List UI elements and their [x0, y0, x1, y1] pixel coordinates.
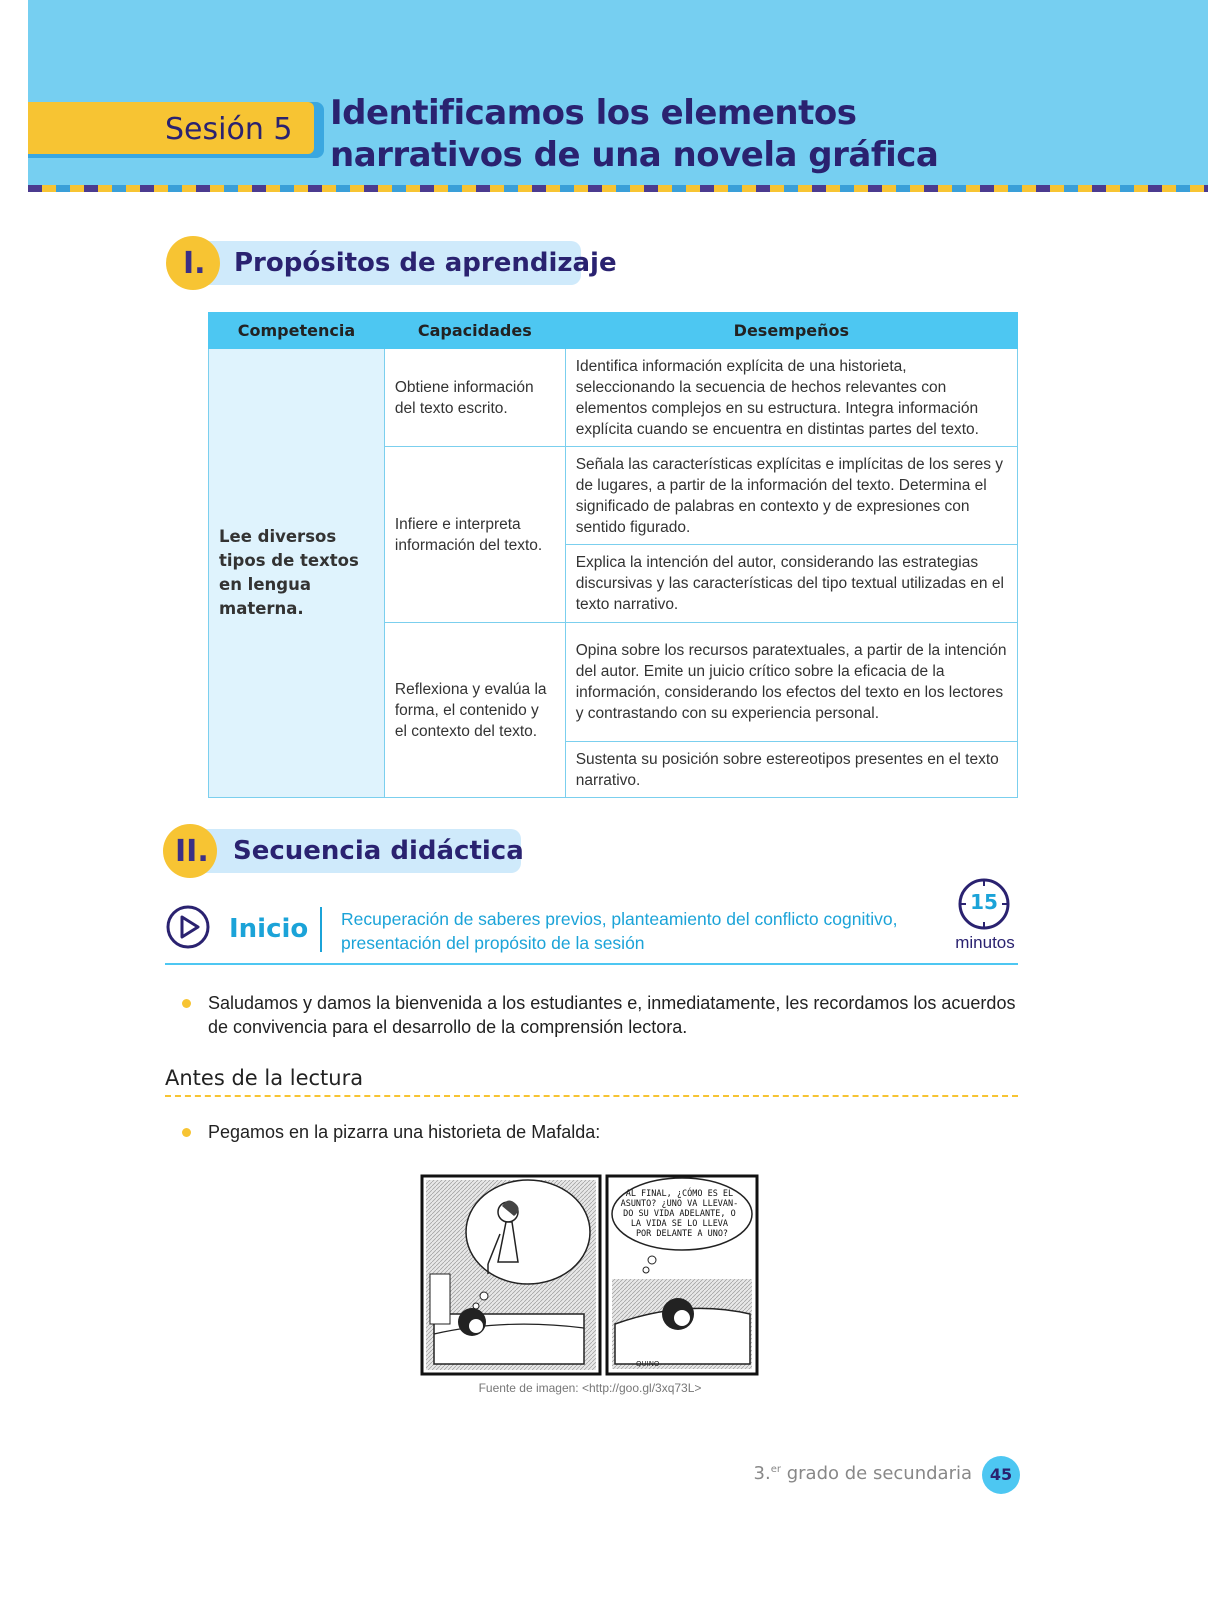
section1-number: I. [183, 246, 206, 281]
paragraph-pizarra: Pegamos en la pizarra una historieta de Mafalda: [208, 1122, 601, 1142]
comic-speech-line: POR DELANTE A UNO? [635, 1229, 729, 1239]
comic-speech-line: ASUNTO? ¿UNO VA LLEVAN- [620, 1199, 739, 1209]
capacidad-cell: Obtiene información del texto escrito. [384, 349, 565, 447]
svg-text:AL FINAL, ¿CÓMO ES EL ASUN [621, 1187, 744, 1239]
desempeno-cell: Opina sobre los recursos paratextuales, a partir de la intención del autor. Emite un juicio crítico sobre la eficacia de la información, considerando los efectos del texto en los lectores y contrastando con su experiencia personal. [565, 623, 1017, 742]
capacidad-cell: Reflexiona y evalúa la forma, el contenido y el contexto del texto. [384, 623, 565, 798]
page-title: Identificamos los elementos narrativos de una novela gráfica [330, 93, 939, 175]
session-label: Sesión 5 [165, 112, 293, 147]
learning-purposes-table [208, 312, 1018, 798]
section1-title: Propósitos de aprendizaje [234, 248, 617, 278]
section2-number: II. [175, 834, 209, 869]
table-header-competencia: Competencia [209, 313, 385, 349]
page-number: 45 [989, 1465, 1013, 1484]
dashed-divider [165, 1095, 1018, 1097]
table-header-capacidades: Capacidades [384, 313, 565, 349]
bullet-icon [182, 1128, 191, 1137]
table-header-desempenos: Desempeños [565, 313, 1017, 349]
comic-signature: QUINO [636, 1360, 660, 1368]
inicio-description: Recuperación de saberes previos, planteamiento del conflicto cognitivo, presentación del propósito de la sesión [341, 909, 898, 953]
section2-title: Secuencia didáctica [233, 836, 524, 866]
paragraph-welcome: Saludamos y damos la bienvenida a los estudiantes e, inmediatamente, les recordamos los acuerdos de convivencia para el desarrollo de la comprensión lectora. [208, 993, 1016, 1037]
desempeno-cell: Explica la intención del autor, considerando las estrategias discursivas y las características del tipo textual utilizadas en el texto narrativo. [565, 545, 1017, 623]
desempeno-cell: Señala las características explícitas e implícitas de los seres y de lugares, a partir de la información del texto. Determina el significado de palabras en contexto y de expresiones con sentido figurado. [565, 447, 1017, 545]
subheading-antes-lectura: Antes de la lectura [165, 1066, 364, 1090]
comic-speech-line: DO SU VIDA ADELANTE, O [623, 1209, 736, 1219]
competencia-cell: Lee diversos tipos de textos en lengua materna. [209, 349, 385, 798]
footer-grade: 3.$^{er}$ grado de secundaria [753, 1463, 972, 1484]
comic-speech-line: LA VIDA SE LO LLEVA [630, 1219, 729, 1229]
minutes-label: minutos [955, 933, 1015, 952]
header-stripe [28, 185, 1208, 192]
minutes-value: 15 [970, 890, 998, 914]
mafalda-comic-image [420, 1174, 760, 1376]
image-caption: Fuente de imagen: <http://goo.gl/3xq73L> [478, 1381, 702, 1395]
inicio-rule [165, 963, 1018, 965]
play-icon [166, 905, 210, 949]
desempeno-cell: Identifica información explícita de una historieta, seleccionando la secuencia de hechos relevantes con elementos complejos en su estructura. Integra información explícita cuando se encuentra en distintas partes del texto. [565, 349, 1017, 447]
bullet-icon [182, 999, 191, 1008]
desempeno-cell: Sustenta su posición sobre estereotipos presentes en el texto narrativo. [565, 742, 1017, 798]
capacidad-cell: Infiere e interpreta información del texto. [384, 447, 565, 623]
inicio-separator [320, 907, 322, 952]
comic-speech-line: AL FINAL, ¿CÓMO ES EL [625, 1189, 734, 1199]
inicio-label: Inicio [229, 914, 309, 944]
